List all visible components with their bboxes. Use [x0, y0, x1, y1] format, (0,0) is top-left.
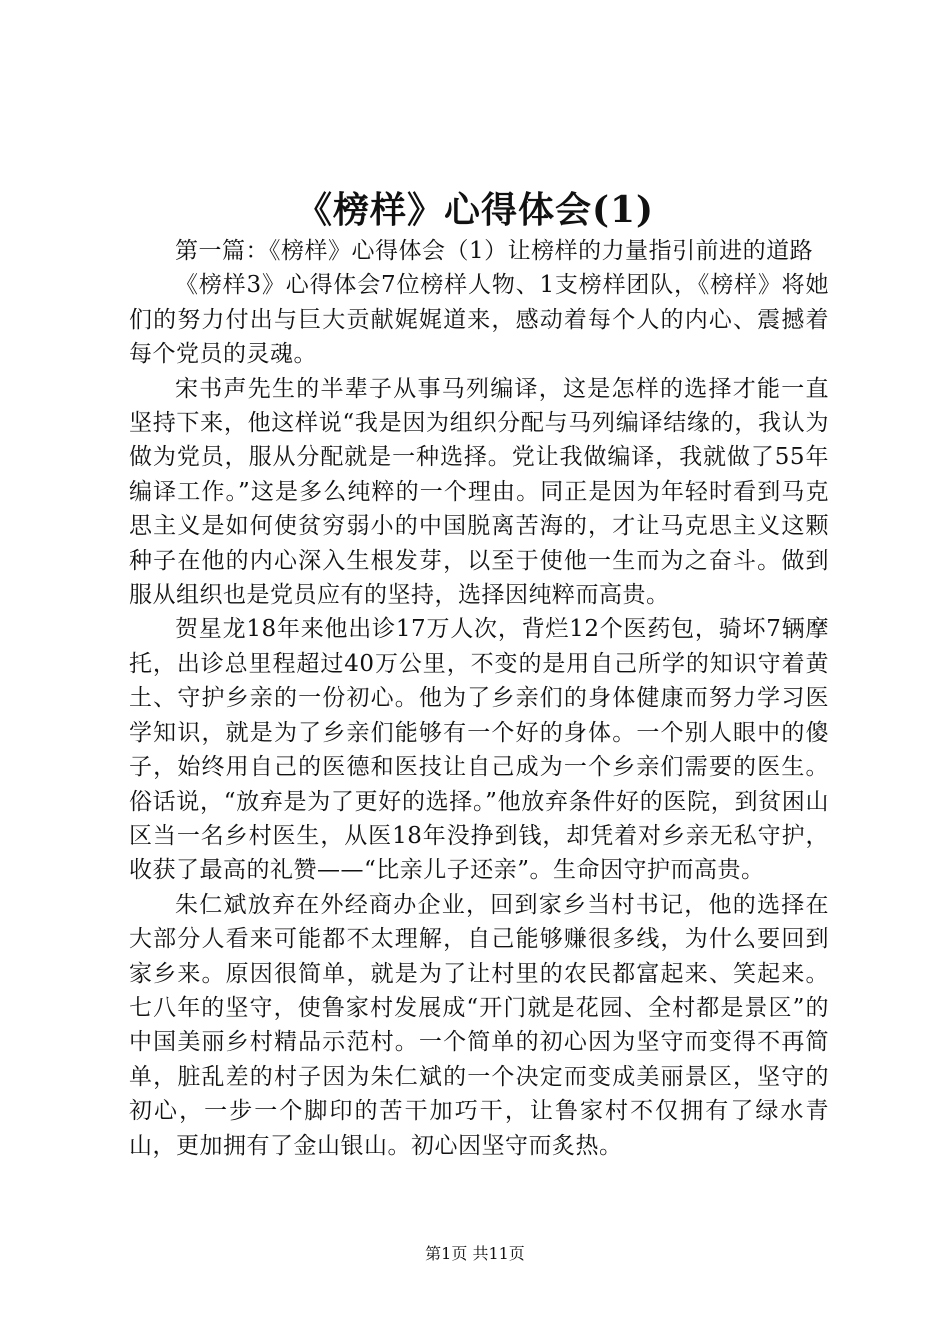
paragraph-1: 第一篇：《榜样》心得体会（1）让榜样的力量指引前进的道路	[175, 238, 814, 264]
paragraph-4: 贺星龙18年来他出诊17万人次，背烂12个医药包，骑坏7辆摩托，出诊总里程超过40万公里，不变的是用自己所学的知识守着黄土、守护乡亲的一份初心。他为了乡亲们的身体健康而努力学习医学知识，就是为了乡亲们能够有一个好的身体。一个别人眼中的傻子，始终用自己的医德和医技让自己成为一个乡亲们需要的医生。俗话说，“放弃是为了更好的选择。”他放弃条件好的医院，到贫困山区当一名乡村医生，从医18年没挣到钱，却凭着对乡亲无私守护，收获了最高的礼赞——“比亲儿子还亲”。生命因守护而高贵。	[129, 616, 829, 884]
page-footer: 第1页 共11页	[425, 1244, 525, 1263]
paragraph-3: 宋书声先生的半辈子从事马列编译，这是怎样的选择才能一直坚持下来，他这样说“我是因为组织分配与马列编译结缘的，我认为做为党员，服从分配就是一种选择。党让我做编译，我就做了55年编译工作。”这是多么纯粹的一个理由。同正是因为年轻时看到马克思主义是如何使贫穷弱小的中国脱离苦海的，才让马克思主义这颗种子在他的内心深入生根发芽，以至于使他一生而为之奋斗。做到服从组织也是党员应有的坚持，选择因纯粹而高贵。	[129, 375, 829, 609]
document-title: 《榜样》心得体会(1)	[295, 189, 655, 231]
document-body	[129, 234, 829, 1163]
paragraph-5: 朱仁斌放弃在外经商办企业，回到家乡当村书记，他的选择在大部分人看来可能都不太理解，自己能够赚很多线，为什么要回到家乡来。原因很简单，就是为了让村里的农民都富起来、笑起来。七八年的坚守，使鲁家村发展成“开门就是花园、全村都是景区”的中国美丽乡村精品示范村。一个简单的初心因为坚守而变得不再简单，脏乱差的村子因为朱仁斌的一个决定而变成美丽景区，坚守的初心，一步一个脚印的苦干加巧干，让鲁家村不仅拥有了绿水青山，更加拥有了金山银山。初心因坚守而炙热。	[129, 891, 829, 1159]
paragraph-2: 《榜样3》心得体会7位榜样人物、1支榜样团队，《榜样》将她们的努力付出与巨大贡献娓娓道来，感动着每个人的内心、震撼着每个党员的灵魂。	[129, 272, 829, 368]
